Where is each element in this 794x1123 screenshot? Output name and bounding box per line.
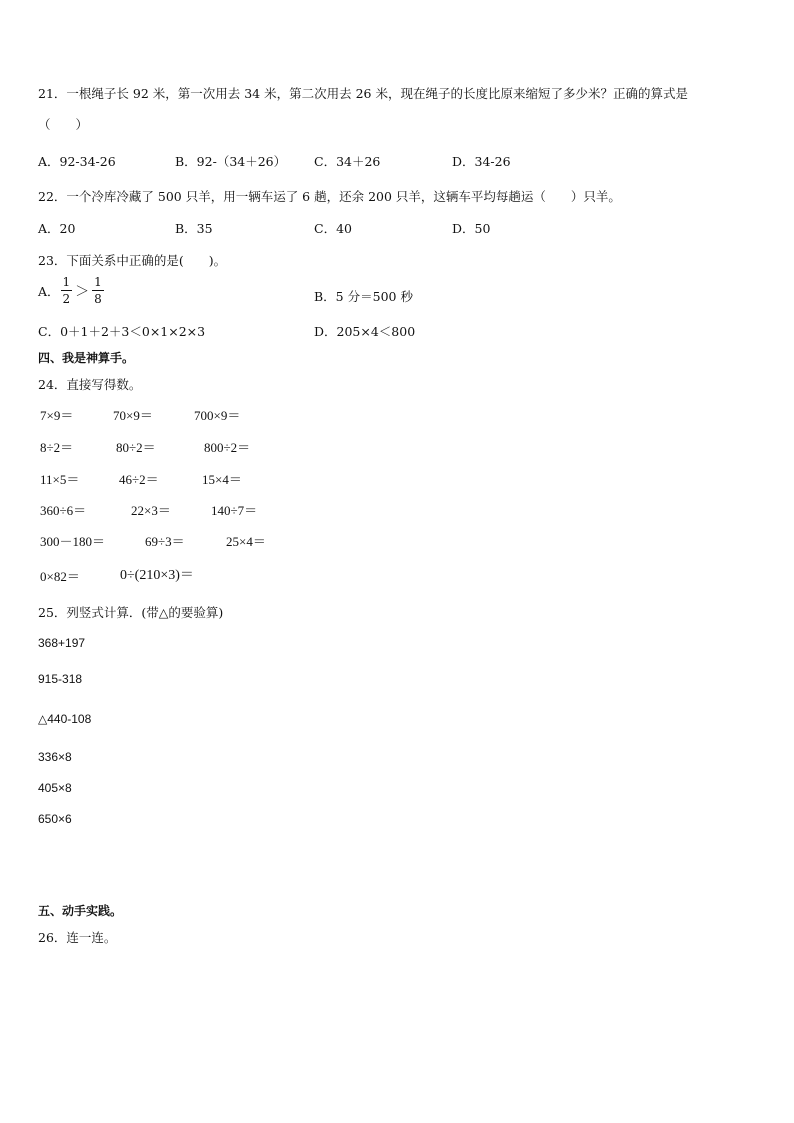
- q23-option-b[interactable]: B．5 分＝500 秒: [314, 289, 413, 304]
- q21-option-c[interactable]: C．34＋26: [314, 154, 381, 169]
- vertical-calc-item: 650×6: [38, 812, 72, 826]
- vertical-calc-item-check: △440-108: [38, 712, 92, 726]
- oral-calc-item: 11×5＝: [40, 472, 80, 487]
- vertical-calc-item: 915-318: [38, 672, 83, 686]
- oral-calc-item: 22×3＝: [131, 503, 171, 518]
- q22-option-c[interactable]: C．40: [314, 221, 352, 236]
- fraction-denominator: 8: [94, 292, 102, 306]
- fraction-one-eighth: [92, 276, 104, 305]
- q21-stem: 21．一根绳子长 92 米，第一次用去 34 米，第二次用去 26 米，现在绳子的长度比原来缩短了多少米？正确的算式是: [38, 86, 688, 101]
- greater-than-sign: ＞: [75, 283, 90, 300]
- q22-option-d[interactable]: D．50: [452, 221, 491, 236]
- oral-calc-item: 800÷2＝: [204, 440, 251, 455]
- q21-option-a[interactable]: A．92-34-26: [38, 154, 116, 169]
- fraction-denominator: 2: [62, 292, 71, 306]
- oral-calc-item: 15×4＝: [202, 472, 242, 487]
- q23-option-a[interactable]: [38, 276, 105, 305]
- oral-calc-item: 80÷2＝: [116, 440, 156, 455]
- vertical-calc-item: 368+197: [38, 636, 86, 650]
- q22-stem: 22．一个冷库冷藏了 500 只羊，用一辆车运了 6 趟，还余 200 只羊，这辆车平均每趟运（ ）只羊。: [38, 189, 621, 204]
- vertical-calc-item: 336×8: [38, 750, 72, 764]
- q23-stem: 23．下面关系中正确的是( )。: [38, 253, 227, 268]
- oral-calc-item: 140÷7＝: [211, 503, 258, 518]
- q23-option-a-label: A．: [38, 283, 60, 299]
- oral-calc-item: 8÷2＝: [40, 440, 74, 455]
- section-5-title: 五、动手实践。: [38, 904, 123, 918]
- q23-option-c[interactable]: C．0＋1＋2＋3＜0×1×2×3: [38, 324, 206, 339]
- oral-calc-item: 300－180＝: [40, 534, 106, 549]
- q22-option-a[interactable]: A．20: [38, 221, 76, 236]
- q25-stem: 25．列竖式计算．(带△的要验算): [38, 605, 224, 620]
- oral-calc-item: 360÷6＝: [40, 503, 87, 518]
- q21-option-b[interactable]: B．92-（34＋26）: [175, 154, 287, 169]
- q21-option-d[interactable]: D．34-26: [452, 154, 511, 169]
- fraction-numerator: 1: [62, 275, 71, 289]
- vertical-calc-item: 405×8: [38, 781, 72, 795]
- fraction-one-half: [61, 276, 73, 305]
- oral-calc-item: 0×82＝: [40, 569, 80, 584]
- oral-calc-item: 7×9＝: [40, 408, 74, 423]
- oral-calc-item: 70×9＝: [113, 408, 153, 423]
- fraction-numerator: 1: [94, 275, 102, 289]
- q23-option-d[interactable]: D．205×4＜800: [314, 324, 416, 339]
- section-4-title: 四、我是神算手。: [38, 351, 135, 365]
- q21-blank: （ ）: [38, 117, 89, 132]
- q22-option-b[interactable]: B．35: [175, 221, 213, 236]
- oral-calc-item: 700×9＝: [194, 408, 241, 423]
- oral-calc-item: 25×4＝: [226, 534, 266, 549]
- q26-stem: 26．连一连。: [38, 930, 117, 945]
- q24-stem: 24．直接写得数。: [38, 377, 142, 392]
- oral-calc-item: 69÷3＝: [145, 534, 185, 549]
- oral-calc-item: 0÷(210×3)＝: [120, 568, 194, 583]
- oral-calc-item: 46÷2＝: [119, 472, 159, 487]
